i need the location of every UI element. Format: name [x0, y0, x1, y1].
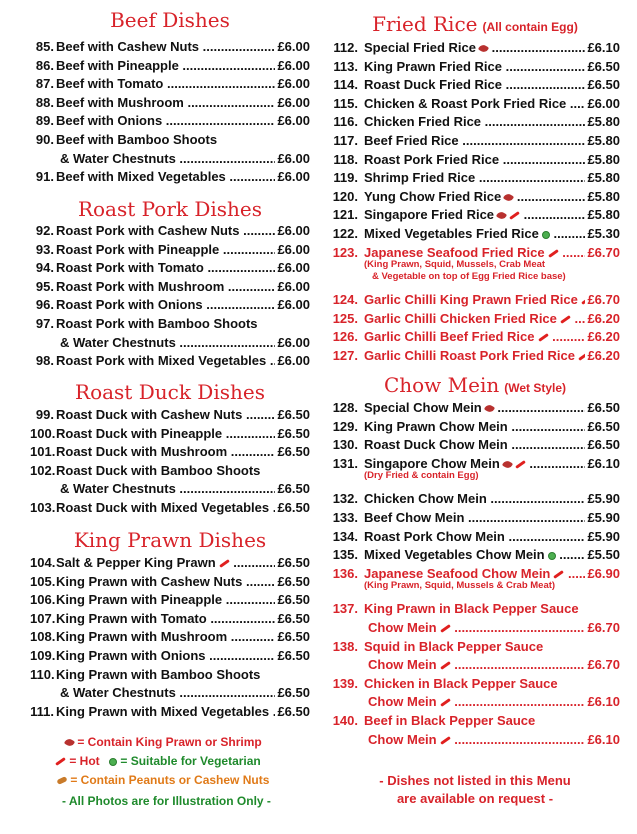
chili-icon	[515, 460, 526, 469]
item-name: Roast Pork with Mixed Vegetables	[56, 353, 267, 369]
item-number: 112.	[333, 40, 358, 55]
menu-item-continued	[30, 334, 310, 352]
item-price: £6.50	[277, 592, 310, 608]
item-price: £6.00	[277, 94, 310, 110]
item-number: 91.	[35, 169, 54, 185]
item-name: Roast Pork Fried Rice	[364, 151, 500, 167]
rice-section-title	[330, 12, 620, 36]
section-title-text: Chow Mein	[383, 373, 500, 397]
item-name: King Prawn with Onions	[56, 648, 206, 663]
item-number: 94.	[35, 260, 54, 276]
item-price: £5.90	[587, 491, 620, 507]
item-number: 99.	[35, 407, 54, 422]
item-name: Roast Pork with Pineapple	[56, 241, 220, 257]
pork-section-title	[30, 197, 310, 221]
item-price: £6.00	[277, 297, 310, 313]
item-name: Special Fried Rice	[364, 40, 476, 55]
vegetarian-icon	[548, 552, 556, 560]
item-name: King Prawn with Bamboo Shoots	[56, 666, 261, 682]
item-name: Garlic Chilli King Prawn Fried Rice	[364, 292, 578, 308]
item-name: Roast Duck with Pineapple	[56, 425, 223, 441]
menu-item	[330, 418, 620, 436]
menu-item	[330, 225, 620, 243]
item-name-continued: Chow Mein	[368, 620, 437, 635]
item-price: £6.00	[277, 39, 310, 54]
item-number: 138.	[332, 638, 358, 654]
menu-item	[330, 95, 620, 113]
item-name: Garlic Chilli Chicken Fried Rice	[364, 310, 557, 326]
item-price: £5.90	[587, 528, 620, 544]
item-name: Beef with Mixed Vegetables	[56, 169, 226, 185]
item-price: £6.00	[277, 260, 310, 276]
item-price: £6.00	[277, 241, 310, 257]
item-name: Roast Pork with Mushroom	[56, 278, 225, 294]
item-price: £5.80	[587, 188, 620, 204]
item-number: 110.	[30, 666, 55, 682]
item-name: Special Chow Mein	[364, 400, 482, 415]
item-name: King Prawn with Tomato	[56, 610, 207, 626]
item-price: £6.50	[277, 407, 310, 422]
menu-item	[330, 151, 620, 169]
item-price: £6.00	[277, 334, 310, 350]
item-number: 140.	[332, 713, 358, 728]
legend-photos-note: - All Photos are for Illustration Only -	[62, 794, 271, 808]
item-name: Garlic Chilli Beef Fried Rice	[364, 329, 535, 345]
menu-item	[30, 57, 310, 75]
menu-item	[330, 638, 620, 656]
item-price: £5.30	[587, 226, 620, 241]
item-name-continued: & Water Chestnuts	[60, 150, 176, 166]
item-name: Salt & Pepper King Prawn	[56, 555, 216, 570]
item-name: Beef Chow Mein	[364, 510, 465, 525]
item-number: 135.	[332, 547, 358, 563]
menu-item	[30, 278, 310, 296]
item-name: Beef with Mushroom	[56, 94, 184, 110]
item-price: £6.50	[277, 573, 310, 589]
item-name: Mixed Vegetables Chow Mein	[364, 547, 545, 563]
menu-item	[330, 528, 620, 546]
item-price: £6.70	[587, 244, 620, 260]
item-price: £6.20	[587, 329, 620, 345]
item-name: King Prawn with Pineapple	[56, 592, 223, 608]
item-name: Roast Pork with Cashew Nuts	[56, 223, 240, 238]
chili-icon	[509, 212, 520, 221]
item-price: £6.50	[587, 437, 620, 453]
item-number: 87.	[35, 76, 54, 92]
menu-item	[30, 628, 310, 646]
item-name: Beef Fried Rice	[364, 133, 459, 148]
menu-item	[30, 131, 310, 149]
item-number: 90.	[35, 132, 54, 147]
chili-icon	[440, 661, 451, 670]
menu-item	[330, 58, 620, 76]
item-name: King Prawn in Black Pepper Sauce	[364, 601, 579, 617]
menu-item	[30, 703, 310, 721]
legend-shrimp-text: = Contain King Prawn or Shrimp	[77, 735, 262, 749]
item-price: £6.10	[587, 731, 620, 747]
item-price: £6.50	[587, 58, 620, 74]
item-price: £6.70	[587, 657, 620, 673]
footer-line-1: - Dishes not listed in this Menu	[379, 773, 571, 788]
menu-item	[330, 188, 620, 206]
item-description: (King Prawn, Squid, Mussels, Crab Meat	[364, 259, 546, 271]
chili-icon	[538, 334, 549, 343]
item-number: 106.	[30, 592, 56, 608]
menu-item	[330, 291, 620, 309]
item-number: 101.	[30, 444, 56, 460]
item-price: £6.90	[587, 565, 620, 581]
item-number: 124.	[332, 292, 358, 308]
menu-item	[30, 406, 310, 424]
menu-item	[30, 591, 310, 609]
menu-item	[330, 347, 620, 365]
item-price: £6.00	[277, 113, 310, 129]
item-name: Beef with Onions	[56, 113, 163, 129]
menu-item	[330, 76, 620, 94]
menu-item-continued	[330, 656, 620, 674]
item-number: 100.	[30, 425, 56, 441]
menu-item	[30, 94, 310, 112]
menu-item	[30, 296, 310, 314]
vegetarian-icon	[542, 231, 550, 239]
menu-item	[330, 132, 620, 150]
item-number: 118.	[333, 151, 358, 167]
item-number: 121.	[332, 207, 358, 223]
section-title-text: Beef Dishes	[110, 8, 230, 32]
item-price: £6.20	[587, 348, 620, 363]
menu-item	[330, 39, 620, 57]
item-price: £5.50	[587, 547, 620, 563]
item-price: £5.90	[587, 510, 620, 525]
item-price: £6.00	[277, 223, 310, 238]
prawn-section-title	[30, 528, 310, 552]
item-number: 129.	[332, 418, 358, 434]
item-name: Garlic Chilli Roast Pork Fried Rice	[364, 348, 575, 363]
item-name: Singapore Fried Rice	[364, 207, 495, 223]
item-name: Japanese Seafood Chow Mein	[364, 565, 551, 581]
menu-item	[30, 75, 310, 93]
shrimp-icon	[502, 459, 513, 470]
legend-shrimp	[62, 735, 262, 749]
item-name: Roast Duck Chow Mein	[364, 437, 508, 453]
item-name: Chicken in Black Pepper Sauce	[364, 675, 558, 691]
item-number: 89.	[35, 113, 54, 129]
shrimp-icon	[496, 211, 507, 222]
item-name-continued: & Water Chestnuts	[60, 685, 176, 701]
item-name: Roast Pork Chow Mein	[364, 528, 505, 544]
chili-icon	[548, 249, 559, 258]
item-number: 130.	[332, 437, 358, 453]
item-name: Chicken Chow Mein	[364, 491, 487, 507]
item-price: £5.80	[587, 170, 620, 186]
item-number: 96.	[35, 297, 54, 313]
legend-nuts	[54, 773, 269, 787]
chili-icon	[554, 570, 565, 579]
menu-item	[30, 647, 310, 665]
item-number: 108.	[30, 629, 56, 645]
item-number: 139.	[332, 675, 358, 691]
chili-icon	[219, 559, 230, 568]
shrimp-icon	[64, 738, 75, 749]
item-price: £6.70	[587, 620, 620, 635]
menu-item	[30, 573, 310, 591]
item-number: 109.	[30, 648, 56, 663]
item-price: £6.50	[277, 685, 310, 701]
item-number: 119.	[333, 170, 358, 186]
item-price: £6.10	[587, 40, 620, 55]
item-name: King Prawn with Cashew Nuts	[56, 573, 243, 589]
duck-section-title	[30, 380, 310, 404]
legend-veg-text: = Suitable for Vegetarian	[120, 754, 261, 768]
item-number: 88.	[35, 94, 54, 110]
item-number: 107.	[30, 610, 56, 626]
item-name: King Prawn with Mixed Vegetables	[56, 703, 270, 719]
item-number: 93.	[35, 241, 54, 257]
chili-icon	[440, 736, 451, 745]
item-name: King Prawn Chow Mein	[364, 418, 508, 434]
item-number: 132.	[332, 491, 358, 507]
item-price: £6.50	[587, 77, 620, 93]
item-name-continued: Chow Mein	[368, 657, 437, 673]
item-price: £6.00	[277, 278, 310, 294]
item-price: £6.50	[277, 703, 310, 719]
item-name: Yung Chow Fried Rice	[364, 188, 502, 204]
legend-hot-text: = Hot	[69, 754, 100, 768]
item-price: £5.80	[587, 133, 620, 148]
item-name: Chicken & Roast Pork Fried Rice	[364, 95, 567, 111]
item-name: Singapore Chow Mein	[364, 455, 500, 471]
legend-nuts-text: = Contain Peanuts or Cashew Nuts	[70, 773, 270, 787]
menu-item	[30, 222, 310, 240]
item-price: £6.10	[587, 694, 620, 710]
item-name: King Prawn Fried Rice	[364, 58, 502, 74]
item-price: £6.70	[587, 292, 620, 308]
item-number: 103.	[30, 500, 56, 515]
item-number: 134.	[332, 528, 358, 544]
chili-icon	[440, 624, 451, 633]
item-price: £6.10	[587, 455, 620, 471]
item-price: £6.20	[587, 310, 620, 326]
item-number: 105.	[30, 573, 56, 589]
menu-item	[330, 546, 620, 564]
item-number: 136.	[332, 565, 358, 581]
item-name: Beef with Bamboo Shoots	[56, 132, 218, 147]
menu-item	[30, 241, 310, 259]
beef-section-title	[30, 8, 310, 32]
item-name: Chicken Fried Rice	[364, 114, 482, 130]
item-number: 104.	[30, 555, 56, 570]
item-price: £6.50	[277, 444, 310, 460]
chili-icon	[55, 757, 66, 766]
item-name: King Prawn with Mushroom	[56, 629, 228, 645]
item-number: 95.	[35, 278, 54, 294]
item-number: 120.	[332, 188, 358, 204]
item-description: (Dry Fried & contain Egg)	[364, 470, 479, 482]
item-price: £6.50	[587, 400, 620, 415]
item-name: Roast Duck with Bamboo Shoots	[56, 462, 261, 478]
item-number: 122.	[332, 226, 358, 241]
menu-item	[30, 259, 310, 277]
item-number: 123.	[332, 244, 358, 260]
item-number: 92.	[35, 223, 54, 238]
item-number: 133.	[332, 510, 358, 525]
item-price: £6.00	[277, 57, 310, 73]
item-name: Squid in Black Pepper Sauce	[364, 638, 544, 654]
menu-item	[330, 490, 620, 508]
item-price: £5.80	[587, 151, 620, 167]
footer-note	[330, 772, 620, 808]
item-name: Beef with Pineapple	[56, 57, 179, 73]
legend-hot-veg	[52, 754, 261, 768]
menu-item	[330, 113, 620, 131]
item-price: £6.50	[277, 500, 310, 515]
item-name: Roast Duck with Mixed Vegetables	[56, 500, 270, 515]
item-number: 86.	[35, 57, 54, 73]
item-name-continued: & Water Chestnuts	[60, 334, 176, 350]
item-number: 137.	[332, 601, 358, 617]
item-number: 113.	[333, 58, 358, 74]
item-name: Shrimp Fried Rice	[364, 170, 476, 186]
menu-item-continued	[30, 684, 310, 702]
section-title-text: King Prawn Dishes	[73, 528, 267, 552]
menu-item	[30, 610, 310, 628]
item-name: Roast Duck Fried Rice	[364, 77, 502, 93]
section-title-text: Fried Rice	[372, 12, 478, 36]
chili-icon	[560, 315, 571, 324]
item-price: £6.50	[277, 648, 310, 663]
menu-item-continued	[30, 480, 310, 498]
section-note: (Wet Style)	[504, 381, 567, 395]
menu-item	[330, 310, 620, 328]
item-name: Mixed Vegetables Fried Rice	[364, 226, 539, 241]
item-number: 116.	[333, 114, 358, 130]
item-name: Roast Duck with Cashew Nuts	[56, 407, 243, 422]
item-number: 98.	[35, 353, 54, 369]
item-price: £6.50	[277, 481, 310, 497]
item-name: Roast Pork with Onions	[56, 297, 203, 313]
menu-item	[330, 712, 620, 730]
item-name: Roast Pork with Bamboo Shoots	[56, 316, 258, 331]
item-number: 114.	[333, 77, 358, 93]
item-name-continued: Chow Mein	[368, 694, 437, 710]
item-price: £5.80	[587, 114, 620, 130]
item-name: Beef in Black Pepper Sauce	[364, 713, 536, 728]
menu-item-continued	[330, 619, 620, 637]
item-number: 125.	[332, 310, 358, 326]
shrimp-icon	[503, 192, 514, 203]
chow-section-title	[330, 373, 620, 397]
section-note: (All contain Egg)	[482, 20, 578, 34]
item-name-continued: & Water Chestnuts	[60, 481, 176, 497]
item-price: £6.50	[277, 425, 310, 441]
shrimp-icon	[484, 403, 495, 414]
menu-item	[30, 425, 310, 443]
menu-item	[30, 554, 310, 572]
item-description: (King Prawn, Squid, Mussels & Crab Meat)	[364, 580, 556, 592]
item-price: £6.50	[277, 555, 310, 570]
nut-icon	[56, 776, 67, 785]
menu-item-continued	[330, 731, 620, 749]
menu-item	[30, 38, 310, 56]
item-price: £6.00	[277, 353, 310, 369]
vegetarian-icon	[109, 758, 117, 766]
item-number: 117.	[333, 133, 358, 148]
item-price: £6.00	[277, 169, 310, 185]
section-title-text: Roast Duck Dishes	[75, 380, 265, 404]
menu-item	[330, 399, 620, 417]
menu-item	[30, 315, 310, 333]
shrimp-icon	[478, 43, 489, 54]
menu-item	[330, 436, 620, 454]
item-price: £6.50	[277, 610, 310, 626]
item-number: 111.	[30, 703, 54, 719]
menu-item	[330, 206, 620, 224]
item-number: 85.	[35, 39, 54, 54]
item-number: 128.	[332, 400, 358, 415]
menu-item	[330, 675, 620, 693]
item-price: £6.50	[277, 629, 310, 645]
menu-item	[30, 352, 310, 370]
chili-icon	[440, 699, 451, 708]
item-price: £6.00	[587, 95, 620, 111]
item-name: Beef with Tomato	[56, 76, 164, 92]
menu-item	[30, 499, 310, 517]
item-name-continued: Chow Mein	[368, 731, 437, 747]
menu-item-continued	[330, 693, 620, 711]
menu-item	[330, 509, 620, 527]
menu-item	[330, 169, 620, 187]
menu-item	[30, 666, 310, 684]
item-number: 102.	[30, 462, 56, 478]
menu-item-continued	[30, 150, 310, 168]
item-name: Japanese Seafood Fried Rice	[364, 244, 545, 260]
menu-item	[30, 112, 310, 130]
menu-item	[330, 600, 620, 618]
menu-item	[330, 328, 620, 346]
item-description: & Vegetable on top of Egg Fried Rice base)	[372, 271, 566, 283]
item-price: £5.80	[587, 207, 620, 223]
item-price: £6.50	[587, 418, 620, 434]
item-number: 126.	[332, 329, 358, 345]
item-number: 127.	[332, 348, 358, 363]
menu-item	[30, 443, 310, 461]
item-number: 97.	[35, 316, 54, 331]
item-name: Roast Pork with Tomato	[56, 260, 204, 276]
item-number: 131.	[332, 455, 358, 471]
item-price: £6.00	[277, 150, 310, 166]
menu-item	[30, 168, 310, 186]
menu-item	[30, 462, 310, 480]
item-name: Roast Duck with Mushroom	[56, 444, 228, 460]
item-price: £6.00	[277, 76, 310, 92]
section-title-text: Roast Pork Dishes	[77, 197, 263, 221]
item-number: 115.	[333, 95, 358, 111]
footer-line-2: are available on request -	[396, 791, 554, 806]
item-name: Beef with Cashew Nuts	[56, 39, 200, 54]
